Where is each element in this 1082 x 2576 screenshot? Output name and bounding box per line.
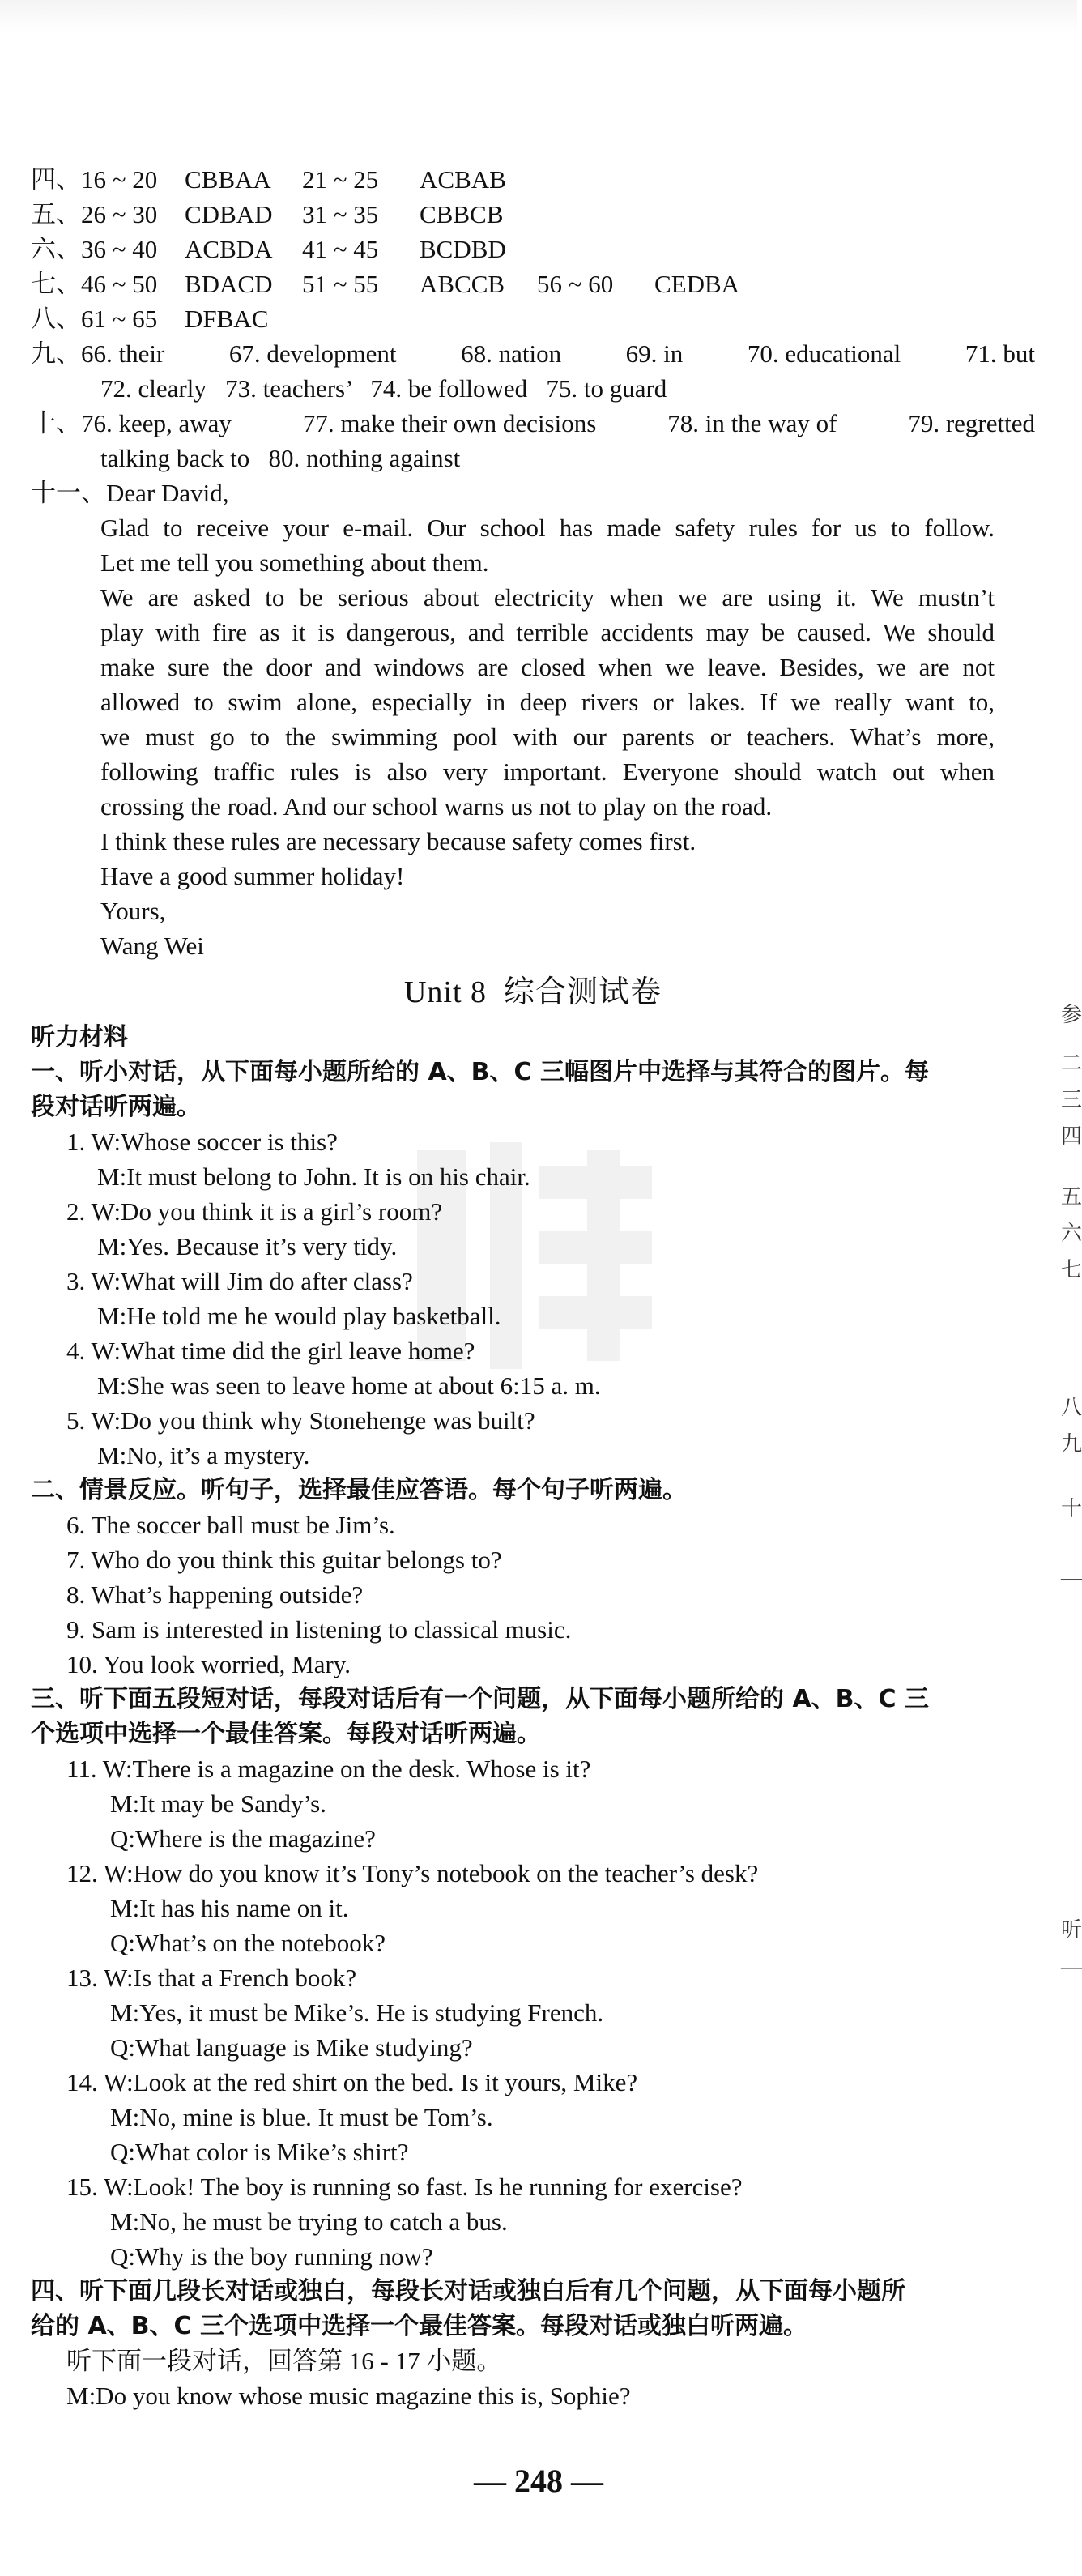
answer-value: CEDBA [654, 270, 740, 298]
page-number: — 248 — [474, 2463, 603, 2499]
answer-range: 56 ~ 60 [537, 270, 614, 298]
letter-line: play with fire as it is dangerous, and terrible accidents may be caused. We should [100, 618, 995, 646]
letter-line: Have a good summer holiday! [100, 862, 405, 890]
unit-title: Unit 8 综合测试卷 [403, 975, 662, 1009]
dialogue-line: M:No, mine is blue. It must be Tom’s. [110, 2103, 493, 2131]
answer-key-content [31, 162, 1035, 2413]
answer-row [31, 267, 1035, 301]
dialogue-line: M:Do you know whose music magazine this is, Sophie? [66, 2382, 631, 2410]
section-heading: 一、听小对话，从下面每小题所给的 A、B、C 三幅图片中选择与其符合的图片。每 [31, 1058, 929, 1086]
dialogue-line: M:No, it’s a mystery. [97, 1441, 310, 1469]
edge-fragment: 七 [1061, 1258, 1082, 1282]
letter-line: we must go to the swimming pool with our parents or teachers. What’s more, [100, 723, 995, 751]
letter-line: I think these rules are necessary because safety comes first. [100, 827, 696, 855]
answer-range: 21 ~ 25 [302, 165, 379, 194]
dialogue-line: 14. W:Look at the red shirt on the bed. Is it yours, Mike? [66, 2068, 638, 2096]
answer-row [31, 301, 1035, 336]
dialogue-line: 13. W:Is that a French book? [66, 1964, 357, 1992]
edge-fragment: 六 [1061, 1222, 1082, 1245]
sentence-line: 9. Sam is interested in listening to classical music. [66, 1615, 572, 1644]
letter-opener: 十一、Dear David, [31, 479, 229, 507]
scan-top-shade [0, 0, 1077, 32]
answer-range: 41 ~ 45 [302, 235, 379, 263]
answer-row [31, 197, 1035, 232]
dialogue-line: M:No, he must be trying to catch a bus. [110, 2207, 508, 2236]
dialogue-line: 12. W:How do you know it’s Tony’s notebook on the teacher’s desk? [66, 1859, 759, 1887]
fill-answer: 十、76. keep, away [31, 409, 232, 437]
dialogue-line: M:She was seen to leave home at about 6:15 a. m. [97, 1371, 601, 1400]
letter-line: allowed to swim alone, especially in deep rivers or lakes. If we really want to, [100, 688, 995, 716]
letter-line: following traffic rules is also very important. Everyone should watch out when [100, 757, 995, 786]
answer-value: BCDBD [420, 235, 506, 263]
dialogue-line: M:Yes, it must be Mike’s. He is studying French. [110, 1998, 604, 2027]
question-line: Q:What language is Mike studying? [110, 2033, 473, 2062]
answer-value: CDBAD [185, 200, 273, 228]
answer-range: 31 ~ 35 [302, 200, 379, 228]
letter-signature: Wang Wei [100, 932, 204, 960]
answer-row [31, 162, 1035, 197]
section-heading: 个选项中选择一个最佳答案。每段对话听两遍。 [31, 1720, 541, 1748]
letter-line: Let me tell you something about them. [100, 548, 489, 577]
edge-fragment: 八 [1061, 1396, 1082, 1419]
letter-line: We are asked to be serious about electricity when we are using it. We mustn’t [100, 583, 995, 612]
dialogue-line: 5. W:Do you think why Stonehenge was built? [66, 1406, 535, 1435]
dialogue-line: M:Yes. Because it’s very tidy. [97, 1232, 398, 1260]
fill-answer: 67. development [228, 339, 397, 368]
fill-answer: 77. make their own decisions [302, 409, 597, 437]
letter-closing: Yours, [100, 897, 166, 925]
question-line: Q:Where is the magazine? [110, 1824, 376, 1853]
dialogue-line: M:It may be Sandy’s. [110, 1789, 326, 1818]
fill-blank-row [31, 336, 1035, 371]
answer-range: 七、46 ~ 50 [31, 270, 158, 298]
question-line: Q:What’s on the notebook? [110, 1929, 386, 1957]
fill-answer: 78. in the way of [667, 409, 837, 437]
fill-answer: 九、66. their [31, 339, 165, 368]
answer-value: ACBAB [420, 165, 506, 194]
edge-fragment: 四 [1061, 1124, 1082, 1148]
answer-row [31, 232, 1035, 267]
dialogue-line: M:It has his name on it. [110, 1894, 349, 1922]
answer-range: 六、36 ~ 40 [31, 235, 158, 263]
sentence-line: 6. The soccer ball must be Jim’s. [66, 1511, 395, 1539]
section-heading: 二、情景反应。听句子，选择最佳应答语。每个句子听两遍。 [31, 1476, 687, 1504]
dialogue-line: 3. W:What will Jim do after class? [66, 1267, 413, 1295]
letter-line: make sure the door and windows are closed when we leave. Besides, we are not [100, 653, 995, 681]
fill-blank-row [31, 406, 1035, 441]
answer-value: ABCCB [420, 270, 505, 298]
answer-value: ACBDA [185, 235, 273, 263]
section-heading: 给的 A、B、C 三个选项中选择一个最佳答案。每段对话或独白听两遍。 [31, 2312, 807, 2340]
fill-answer: 79. regretted [908, 409, 1035, 437]
edge-fragment: 十 [1061, 1497, 1082, 1520]
edge-fragment: — [1061, 1955, 1082, 1978]
answer-range: 五、26 ~ 30 [31, 200, 158, 228]
edge-fragment: 九 [1061, 1432, 1082, 1456]
answer-value: BDACD [185, 270, 273, 298]
fill-blank-row: 72. clearly 73. teachers’ 74. be followed 75. to guard [100, 374, 667, 403]
edge-fragment: 五 [1061, 1185, 1082, 1209]
dialogue-line: 15. W:Look! The boy is running so fast. Is he running for exercise? [66, 2173, 743, 2201]
fill-answer: 71. but [965, 339, 1035, 368]
section-heading: 三、听下面五段短对话，每段对话后有一个问题，从下面每小题所给的 A、B、C 三 [31, 1685, 929, 1713]
edge-fragment: 参 [1061, 1003, 1082, 1026]
edge-fragment: 三 [1061, 1088, 1082, 1111]
edge-fragment: 二 [1061, 1051, 1082, 1075]
dialogue-line: 1. W:Whose soccer is this? [66, 1128, 338, 1156]
fill-blank-row: talking back to 80. nothing against [100, 444, 461, 472]
sentence-line: 8. What’s happening outside? [66, 1580, 364, 1609]
answer-value: CBBCB [420, 200, 504, 228]
edge-fragment: 听 [1061, 1918, 1082, 1942]
dialogue-line: 2. W:Do you think it is a girl’s room? [66, 1197, 443, 1226]
answer-value: CBBAA [185, 165, 271, 194]
fill-answer: 70. educational [747, 339, 901, 368]
sentence-line: 10. You look worried, Mary. [66, 1650, 351, 1678]
question-line: Q:What color is Mike’s shirt? [110, 2138, 409, 2166]
answer-range: 51 ~ 55 [302, 270, 379, 298]
listening-label: 听力材料 [31, 1023, 128, 1051]
edge-fragment: — [1061, 1566, 1082, 1589]
section-heading: 四、听下面几段长对话或独白，每段长对话或独白后有几个问题，从下面每小题所 [31, 2277, 905, 2305]
fill-answer: 69. in [625, 339, 684, 368]
dialogue-line: 11. W:There is a magazine on the desk. Whose is it? [66, 1755, 591, 1783]
dialogue-line: M:He told me he would play basketball. [97, 1302, 501, 1330]
answer-range: 八、61 ~ 65 [31, 305, 158, 333]
dialogue-line: 4. W:What time did the girl leave home? [66, 1337, 475, 1365]
answer-range: 四、16 ~ 20 [31, 165, 158, 194]
dialogue-line: M:It must belong to John. It is on his chair. [97, 1162, 530, 1191]
sentence-line: 7. Who do you think this guitar belongs to? [66, 1546, 502, 1574]
section-heading: 段对话听两遍。 [31, 1093, 201, 1121]
letter-line: crossing the road. And our school warns us not to play on the road. [100, 792, 773, 821]
fill-answer: 68. nation [461, 339, 562, 368]
intro-line: 听下面一段对话，回答第 16 - 17 小题。 [66, 2347, 502, 2375]
letter-line: Glad to receive your e-mail. Our school has made safety rules for us to follow. [100, 514, 995, 542]
answer-value: DFBAC [185, 305, 269, 333]
question-line: Q:Why is the boy running now? [110, 2242, 433, 2271]
